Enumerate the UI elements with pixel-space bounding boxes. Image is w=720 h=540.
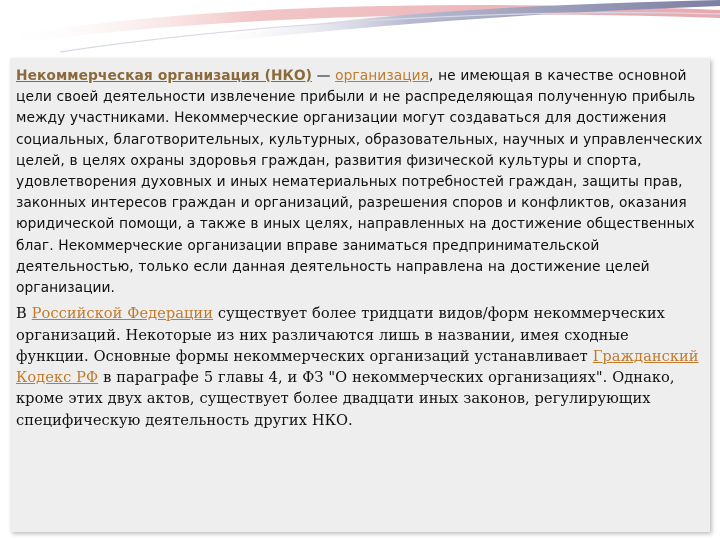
term-nko-link[interactable]: Некоммерческая организация (НКО) [16, 68, 312, 84]
definition-text: , не имеющая в качестве основной цели своей деятельности извлечение прибыли и не распределяющая полученную прибыль между участниками. Некоммерческие организации могут создаваться для достижения социальных, благотворительных, культурных, образовательных, научных и управленческих целей, в целях охраны здоровья граждан, развития физической культуры и спорта, удовлетворения духовных и иных нематериальных потребностей граждан, защиты прав, законных интересов граждан и организаций, разрешения споров и конфликтов, оказания юридической помощи, а также в иных целях, направленных на достижение общественных благ. Некоммерческие организации вправе заниматься предпринимательской деятельностью, только если данная деятельность направлена на достижение целей организации. [16, 68, 703, 297]
russian-federation-link[interactable]: Российской Федерации [31, 305, 213, 323]
organization-link[interactable]: организация [335, 68, 430, 84]
forms-text: существует более тридцати видов/форм некоммерческих организаций. Некоторые из них различаются лишь в названии, имея сходные функции. Основные формы некоммерческих организаций устанавливает [16, 305, 665, 365]
paragraph-forms [16, 303, 706, 431]
laws-text: в параграфе 5 главы 4, и ФЗ "О некоммерческих организациях". Однако, кроме этих двух актов, существует более двадцати иных законов, регулирующих специфическую деятельность других НКО. [16, 369, 675, 429]
civil-code-link[interactable]: Гражданский Кодекс РФ [16, 347, 699, 387]
prefix-text: В [16, 305, 32, 323]
slide-content [16, 66, 706, 431]
paragraph-definition [16, 66, 706, 299]
dash: — [312, 68, 336, 84]
